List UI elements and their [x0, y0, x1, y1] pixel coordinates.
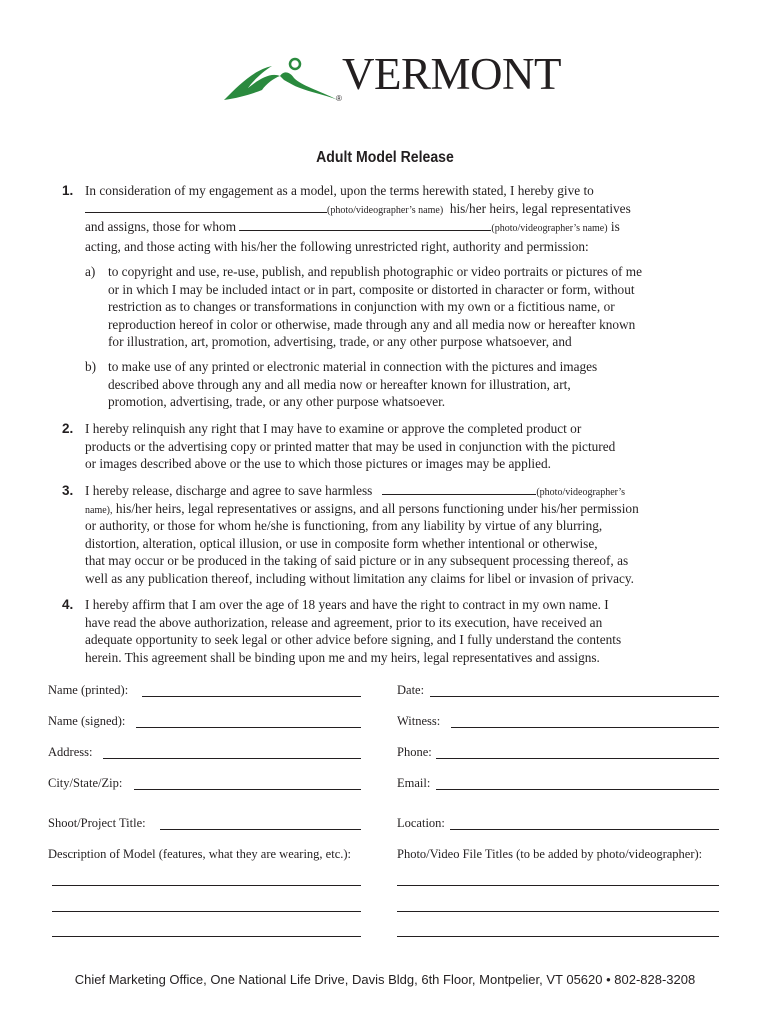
item-a-line: restriction as to changes or transformations in conjunction with my own or a fictitious name, or [108, 299, 615, 315]
section-1-line-3-head: and assigns, those for whom [85, 219, 237, 234]
section-1-line-2 [85, 200, 631, 220]
photographer-label-2: (photo/videographer’s name) [491, 223, 608, 234]
name-signed-field[interactable] [136, 727, 361, 728]
section-4-number: 4. [62, 597, 74, 612]
item-b-line: described above through any and all media now or hereafter known for illustration, art, [108, 376, 571, 392]
section-4-line: adequate opportunity to seek legal or other advice before signing, and I fully understand the contents [85, 632, 622, 648]
section-3-line-1-text: I hereby release, discharge and agree to save harmless [85, 483, 373, 498]
section-2-line: or images described above or the use to which those pictures or images may be applied. [85, 456, 551, 472]
item-a-line: for illustration, art, promotion, advertising, trade, or any other purpose whatsoever, and [108, 334, 572, 350]
phone-field[interactable] [436, 758, 719, 759]
email-field[interactable] [436, 789, 719, 790]
description-line[interactable] [52, 936, 361, 937]
photographer-name-field-1[interactable] [85, 200, 327, 213]
file-titles-line[interactable] [397, 936, 719, 937]
location-label: Location: [397, 816, 445, 830]
section-3-line: or authority, or those for whom he/she is functioning, from any liability by virtue of any blurring, [85, 518, 603, 534]
section-3-line: well as any publication thereof, including without limitation any claims for libel or invasion of privacy. [85, 571, 634, 586]
registered-mark: ® [336, 94, 342, 103]
shoot-title-field[interactable] [160, 829, 361, 830]
name-printed-label: Name (printed): [48, 683, 129, 697]
name-printed-field[interactable] [142, 696, 361, 697]
item-a-label: a) [85, 264, 96, 279]
section-1-line-2-tail: his/her heirs, legal representatives [449, 201, 631, 216]
date-field[interactable] [430, 696, 719, 697]
file-titles-label: Photo/Video File Titles (to be added by photo/videographer): [397, 847, 703, 861]
email-label: Email: [397, 776, 431, 790]
section-1-line-3-tail: is [610, 219, 620, 234]
section-4-line: herein. This agreement shall be binding upon me and my heirs, legal representatives and assigns. [85, 649, 600, 665]
page-title: Adult Model Release [316, 149, 454, 166]
footer-address: Chief Marketing Office, One National Life Drive, Davis Bldg, 6th Floor, Montpelier, VT 05620 • 802-828-3208 [74, 972, 696, 987]
section-4-line: have read the above authorization, release and agreement, prior to its execution, have received an [85, 614, 603, 630]
photographer-name-field-2[interactable] [239, 218, 491, 231]
vermont-logo [222, 49, 561, 110]
city-state-zip-label: City/State/Zip: [48, 776, 123, 790]
section-2-number: 2. [62, 421, 74, 436]
section-4-line: I hereby affirm that I am over the age of 18 years and have the right to contract in my own name. I [85, 597, 609, 612]
item-a-line: reproduction hereof in color or otherwise, made through any and all media now or hereafter known [108, 316, 636, 332]
logo-wordmark: VERMONT [342, 49, 561, 99]
description-line[interactable] [52, 911, 361, 912]
photographer-name-field-3[interactable] [382, 482, 536, 495]
section-3-line: distortion, alteration, optical illusion, or use in composite form whether intentional or otherwise, [85, 535, 598, 551]
address-field[interactable] [103, 758, 361, 759]
name-signed-label: Name (signed): [48, 714, 126, 728]
city-state-zip-field[interactable] [134, 789, 361, 790]
location-field[interactable] [450, 829, 719, 830]
description-line[interactable] [52, 885, 361, 886]
section-3-line-2-tail: his/her heirs, legal representatives or assigns, and all persons functioning under his/her permission [115, 500, 639, 516]
phone-label: Phone: [397, 745, 432, 759]
section-3-line: that may occur or be produced in the taking of said picture or in any subsequent processing thereof, as [85, 553, 629, 569]
address-label: Address: [48, 745, 93, 759]
item-b-line: to make use of any printed or electronic material in connection with the pictures and images [108, 359, 598, 374]
photographer-label-3a: (photo/videographer’s [536, 487, 626, 498]
mountain-icon [222, 56, 342, 108]
witness-label: Witness: [397, 714, 441, 728]
item-b-label: b) [85, 359, 97, 374]
witness-field[interactable] [451, 727, 719, 728]
shoot-title-label: Shoot/Project Title: [48, 816, 146, 830]
section-2-line: I hereby relinquish any right that I may have to examine or approve the completed product or [85, 421, 582, 436]
section-1-number: 1. [62, 183, 74, 198]
description-label: Description of Model (features, what they are wearing, etc.): [48, 847, 352, 861]
file-titles-line[interactable] [397, 885, 719, 886]
item-b-line: promotion, advertising, trade, or any other purpose whatsoever. [108, 394, 446, 410]
section-3-number: 3. [62, 483, 74, 498]
item-a-line: to copyright and use, re-use, publish, and republish photographic or video portraits or pictures of me [108, 264, 642, 279]
section-1-line-1: In consideration of my engagement as a model, upon the terms herewith stated, I hereby give to [85, 183, 594, 198]
section-1-line-3 [85, 218, 620, 238]
date-label: Date: [397, 683, 425, 697]
section-2-line: products or the advertising copy or printed matter that may be used in conjunction with the pictured [85, 438, 616, 454]
photographer-label-1: (photo/videographer’s name) [327, 205, 444, 216]
section-1-line-4: acting, and those acting with his/her the following unrestricted right, authority and permission: [85, 239, 589, 254]
photographer-label-3b: name), [85, 504, 113, 516]
file-titles-line[interactable] [397, 911, 719, 912]
item-a-line: or in which I may be included intact or in part, composite or distorted in character or form, without [108, 281, 635, 297]
